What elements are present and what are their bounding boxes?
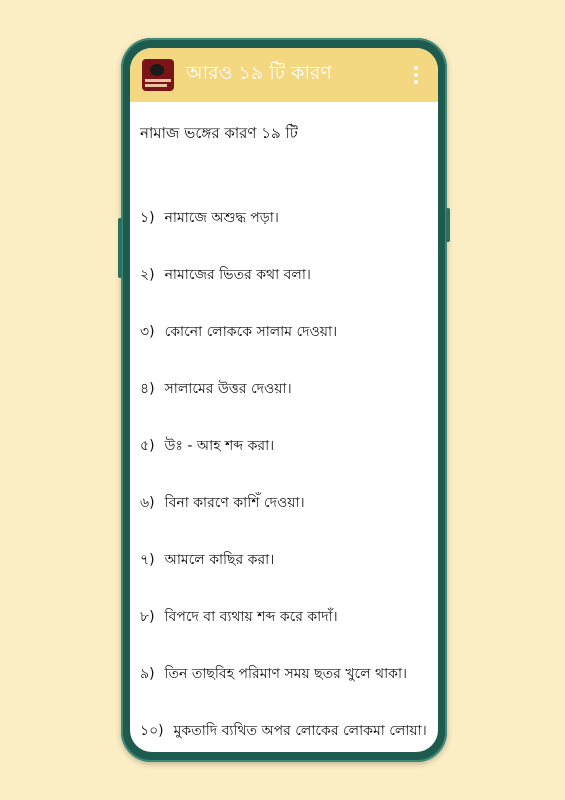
list-item xyxy=(140,320,427,377)
rule-text: নামাজের ভিতর কথা বলা। xyxy=(164,267,311,283)
rule-number: ৪) xyxy=(140,381,155,397)
list-item xyxy=(140,377,427,434)
app-logo-icon xyxy=(142,59,174,91)
list-item xyxy=(140,206,427,263)
list-item xyxy=(140,263,427,320)
list-item xyxy=(140,548,427,605)
rule-text: উঃ - আহ শব্দ করা। xyxy=(164,438,275,454)
list-item xyxy=(140,434,427,491)
list-item xyxy=(140,605,427,662)
page-heading: নামাজ ভঙ্গের কারণ ১৯ টি xyxy=(140,124,298,142)
more-vert-icon[interactable] xyxy=(406,60,426,90)
rule-number: ৩) xyxy=(140,324,155,340)
rule-number: ৮) xyxy=(140,609,155,625)
power-button xyxy=(446,208,450,242)
rule-text: মুকতাদি ব্যথিত অপর লোকের লোকমা লোয়া। xyxy=(173,723,427,739)
rules-list xyxy=(140,206,427,752)
content-area xyxy=(140,122,438,739)
volume-button xyxy=(118,218,122,278)
rule-number: ১০) xyxy=(140,723,164,739)
rule-text: আমলে কাছির করা। xyxy=(164,552,275,568)
rule-number: ১) xyxy=(140,210,155,226)
app-title: আরও ১৯ টি কারণ xyxy=(186,62,332,84)
rule-text: তিন তাছবিহ পরিমাণ সময় ছতর খুলে থাকা। xyxy=(164,666,408,682)
rule-number: ৯) xyxy=(140,666,155,682)
rule-number: ২) xyxy=(140,267,155,283)
rule-text: বিপদে বা ব্যথায় শব্দ করে কাদাঁ। xyxy=(164,609,338,625)
rule-number: ৬) xyxy=(140,495,155,511)
app-bar xyxy=(130,48,438,102)
rule-text: সালামের উত্তর দেওয়া। xyxy=(164,381,292,397)
phone-screen xyxy=(130,48,438,752)
phone-frame xyxy=(121,38,447,762)
list-item xyxy=(140,662,427,719)
list-item xyxy=(140,719,427,752)
rule-number: ৭) xyxy=(140,552,155,568)
rule-text: নামাজে অশুদ্ধ পড়া। xyxy=(164,210,279,226)
rule-text: কোনো লোককে সালাম দেওয়া। xyxy=(164,324,338,340)
rule-text: বিনা কারণে কাশিঁ দেওয়া। xyxy=(164,495,305,511)
list-item xyxy=(140,491,427,548)
rule-number: ৫) xyxy=(140,438,155,454)
